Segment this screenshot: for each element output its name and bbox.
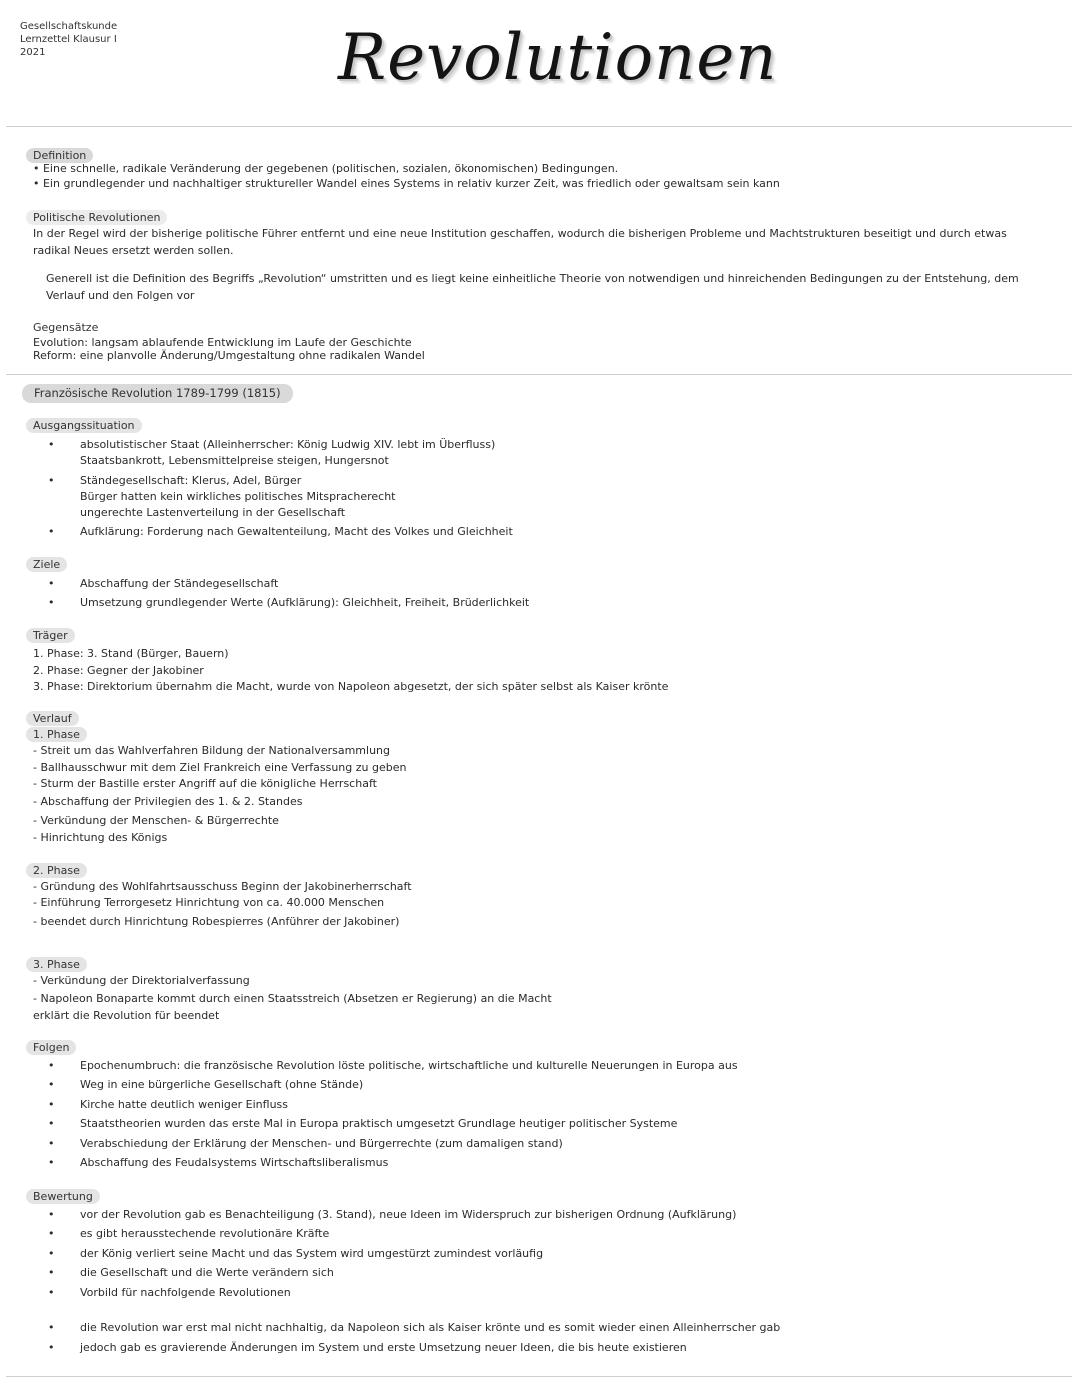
bullet-icon: • [48, 1098, 55, 1111]
header-meta [20, 20, 117, 59]
start-line: absolutistischer Staat (Alleinherrscher: König Ludwig XIV. lebt im Überfluss) [80, 438, 496, 451]
start-line: Staatsbankrott, Lebensmittelpreise steigen, Hungersnot [80, 454, 389, 467]
bullet-icon: • [48, 438, 55, 451]
phase1-label: 1. Phase [26, 727, 87, 742]
phase3-line: - Verkündung der Direktorialverfassung [33, 974, 250, 987]
carriers-line: 3. Phase: Direktorium übernahm die Macht, wurde von Napoleon abgesetzt, der sich später selbst als Kaiser krönte [33, 680, 669, 693]
start-line: Ständegesellschaft: Klerus, Adel, Bürger [80, 474, 302, 487]
bullet-icon: • [48, 596, 55, 609]
phase2-line: - Gründung des Wohlfahrtsausschuss Beginn der Jakobinerherrschaft [33, 880, 412, 893]
meta-year: 2021 [20, 47, 46, 58]
footer-rule [6, 1376, 1072, 1377]
bullet-icon: • [48, 1341, 55, 1354]
start-line: Bürger hatten kein wirkliches politisches Mitspracherecht [80, 490, 396, 503]
bullet-icon: • [48, 1208, 55, 1221]
bullet-icon: • [48, 525, 55, 538]
bullet-icon: • [48, 1227, 55, 1240]
bullet-icon: • [48, 1286, 55, 1299]
phase1-line: - Sturm der Bastille erster Angriff auf die königliche Herrschaft [33, 777, 377, 790]
bullet-icon: • [48, 1137, 55, 1150]
phase3-line: - Napoleon Bonaparte kommt durch einen Staatsstreich (Absetzen er Regierung) an die Macht [33, 992, 552, 1005]
definition-label: Definition [26, 148, 93, 163]
bullet-icon: • [48, 474, 55, 487]
bullet-icon: • [48, 1078, 55, 1091]
goals-line: Umsetzung grundlegender Werte (Aufklärung): Gleichheit, Freiheit, Brüderlichkeit [80, 596, 530, 609]
section-rule [6, 374, 1072, 375]
bullet-icon: • [48, 1117, 55, 1130]
phase1-line: - Hinrichtung des Königs [33, 831, 168, 844]
phase3-line: erklärt die Revolution für beendet [33, 1009, 220, 1022]
consequences-label: Folgen [26, 1040, 76, 1055]
phase3-label: 3. Phase [26, 957, 87, 972]
carriers-line: 1. Phase: 3. Stand (Bürger, Bauern) [33, 647, 229, 660]
start-line: ungerechte Lastenverteilung in der Gesellschaft [80, 506, 346, 519]
bullet-icon: • [48, 1321, 55, 1334]
start-label: Ausgangssituation [26, 418, 142, 433]
phase2-line: - beendet durch Hinrichtung Robespierres (Anführer der Jakobiner) [33, 915, 400, 928]
phase1-line: - Streit um das Wahlverfahren Bildung der Nationalversammlung [33, 744, 391, 757]
phase2-label: 2. Phase [26, 863, 87, 878]
opposites-label: Gegensätze [33, 321, 99, 334]
bullet-icon: • [48, 1156, 55, 1169]
fr-heading: Französische Revolution 1789-1799 (1815) [22, 384, 293, 403]
definition-line: • Ein grundlegender und nachhaltiger struktureller Wandel eines Systems in relativ kurzer Zeit, was friedlich oder gewaltsam sein kann [33, 177, 780, 190]
goals-label: Ziele [26, 557, 67, 572]
bullet-icon: • [48, 577, 55, 590]
phase1-line: - Verkündung der Menschen- & Bürgerrechte [33, 814, 279, 827]
opposites-line: Reform: eine planvolle Änderung/Umgestaltung ohne radikalen Wandel [33, 349, 425, 362]
phase1-line: - Ballhausschwur mit dem Ziel Frankreich eine Verfassung zu geben [33, 761, 407, 774]
definition-line: • Eine schnelle, radikale Veränderung der gegebenen (politischen, sozialen, ökonomischen) Bedingungen. [33, 162, 619, 175]
header-rule [6, 126, 1072, 127]
course-label: Verlauf [26, 711, 79, 726]
political-text: In der Regel wird der bisherige politische Führer entfernt und eine neue Institution geschaffen, wodurch die bisherigen Probleme und Machtstrukturen beseitigt und durch etwas radikal Neues ersetzt werden sollen. [33, 227, 1007, 257]
carriers-line: 2. Phase: Gegner der Jakobiner [33, 664, 204, 677]
phase1-line: - Abschaffung der Privilegien des 1. & 2. Standes [33, 795, 303, 808]
evaluation-label: Bewertung [26, 1189, 100, 1204]
phase2-line: - Einführung Terrorgesetz Hinrichtung von ca. 40.000 Menschen [33, 896, 385, 909]
meta-doc: Lernzettel Klausur I [20, 34, 117, 45]
carriers-label: Träger [26, 628, 75, 643]
goals-line: Abschaffung der Ständegesellschaft [80, 577, 279, 590]
start-line: Aufklärung: Forderung nach Gewaltenteilung, Macht des Volkes und Gleichheit [80, 525, 513, 538]
page-title: Revolutionen [338, 21, 778, 95]
bullet-icon: • [48, 1247, 55, 1260]
political-general: Generell ist die Definition des Begriffs „Revolution“ umstritten und es liegt keine einheitliche Theorie von notwendigen und hinreichenden Bedingungen zu der Entstehung, dem Verlauf und den Folgen vor [46, 272, 1019, 302]
political-label: Politische Revolutionen [26, 210, 167, 225]
bullet-icon: • [48, 1059, 55, 1072]
bullet-icon: • [48, 1266, 55, 1279]
meta-subject: Gesellschaftskunde [20, 21, 118, 32]
opposites-line: Evolution: langsam ablaufende Entwicklung im Laufe der Geschichte [33, 336, 412, 349]
